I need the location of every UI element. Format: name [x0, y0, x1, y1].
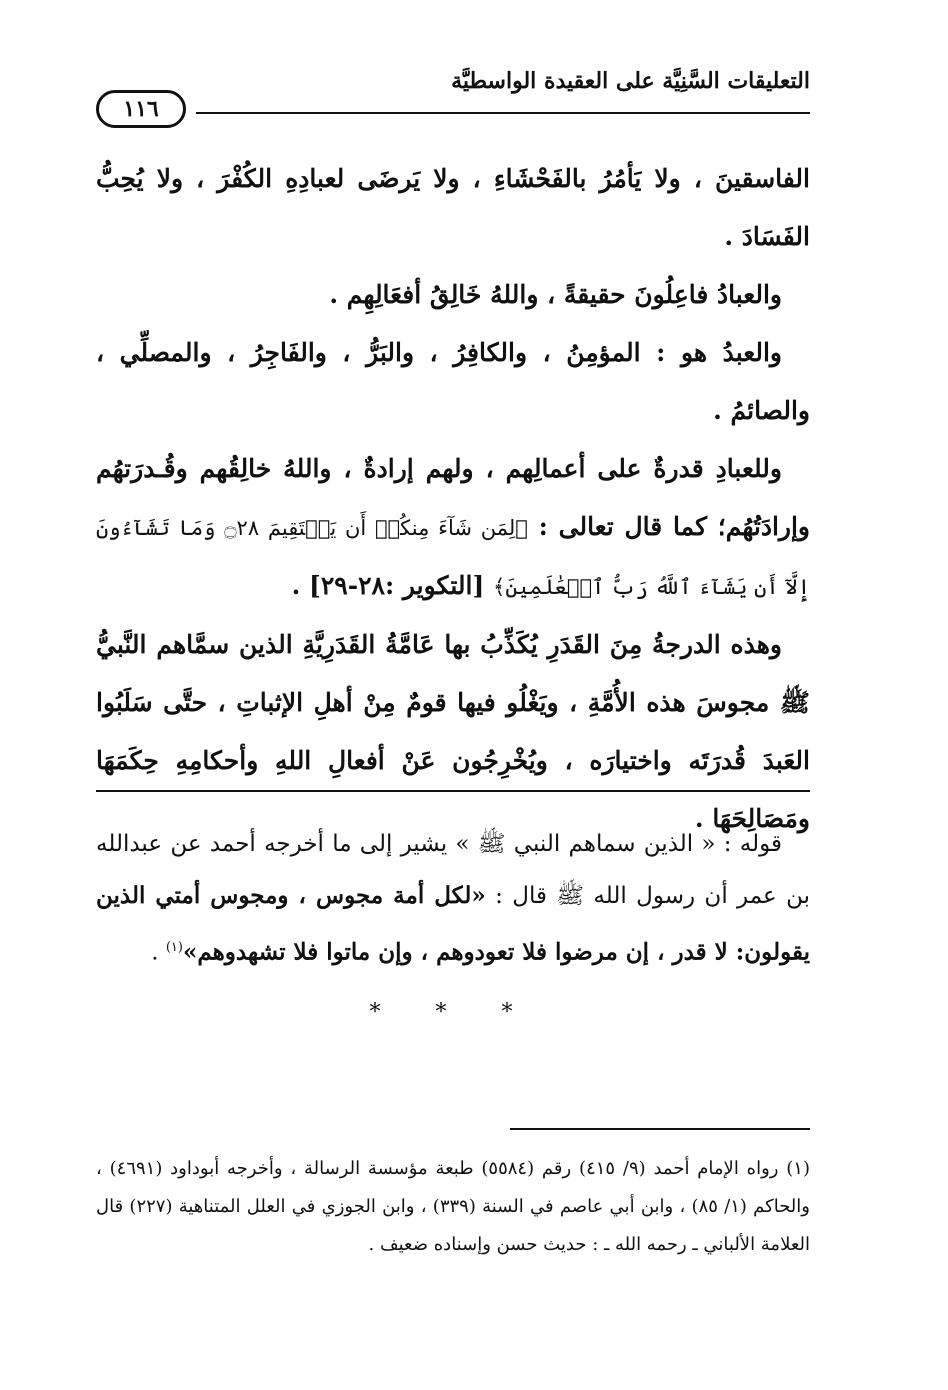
footnote-marker[interactable]: (١)	[165, 940, 183, 955]
paragraph-5: وهذه الدرجةُ مِنَ القَدَرِ يُكَذِّبُ بها عَامَّةُ القَدَرِيَّةِ الذين سمَّاهم النَّبيُّ ﷺ مجوسَ هذه الأُمَّةِ ، ويَغْلُو فيها قومٌ مِنْ أهلِ الإثباتِ ، حتَّى سَلَبُوا العَبدَ قُدرَتَه واختيارَه ، ويُخْرِجُون عَنْ أفعالِ اللهِ وأحكامِهِ حِكَمَهَا ومَصَالِحَهَا .	[96, 630, 810, 833]
section-divider	[96, 790, 810, 792]
commentary-paragraph	[96, 818, 810, 979]
paragraph-1: الفاسقينَ ، ولا يَأمُرُ بالفَحْشَاءِ ، ولا يَرضَى لعبادِهِ الكُفْرَ ، ولا يُحِبُّ الفَسَادَ .	[96, 164, 810, 251]
main-text	[96, 150, 810, 848]
commentary-text: قوله : « الذين سماهم النبي ﷺ » يشير إلى ما أخرجه أحمد عن عبدالله بن عمر أن رسول الله ﷺ قال :	[96, 831, 811, 909]
paragraph-2: والعبادُ فاعِلُونَ حقيقةً ، واللهُ خَالِقُ أفعَالِهِم .	[329, 280, 782, 309]
quran-verse: ﴿لِمَن شَآءَ مِنكُمۡ أَن يَسۡتَقِيمَ ۝٢٨ وَمَا تَشَآءُونَ إِلَّآ أَن يَشَآءَ ٱللَّهُ رَبُّ ٱلۡعَٰلَمِينَ﴾	[96, 516, 810, 599]
commentary-end: .	[151, 939, 166, 966]
page-number: ١١٦	[96, 90, 186, 128]
running-title: التعليقات السَّنِيَّة على العقيدة الواسطيَّة	[451, 68, 810, 94]
header-rule	[196, 112, 810, 114]
footnote-1: (١) رواه الإمام أحمد (٩/ ٤١٥) رقم (٥٥٨٤) طبعة مؤسسة الرسالة ، وأخرجه أبوداود (٤٦٩١) ، والحاكم (١/ ٨٥) ، وابن أبي عاصم في السنة (٣٣٩) ، وابن الجوزي في العلل المتناهية (٢٢٧) قال العلامة الألباني ـ رحمه الله ـ : حديث حسن وإسناده ضعيف .	[96, 1158, 810, 1255]
paragraph-3: والعبدُ هو : المؤمِنُ ، والكافِرُ ، والبَرُّ ، والفَاجِرُ ، والمصلِّي ، والصائمُ .	[96, 338, 810, 425]
commentary	[96, 818, 810, 979]
verse-reference: [التكوير :٢٨-٢٩] .	[291, 571, 485, 600]
footnotes	[96, 1150, 810, 1264]
paragraph-4-text: وللعبادِ قدرةٌ على أعمالِهم ، ولهم إرادةٌ ، واللهُ خالِقُهم وقُـدرَتهُم وإرادَتُهُم؛ كما قال تعالى :	[96, 454, 810, 541]
paragraph-4	[96, 440, 810, 616]
footnote-rule	[510, 1128, 810, 1130]
hadith-quote: «لكل أمة مجوس ، ومجوس أمتي الذين يقولون: لا قدر ، إن مرضوا فلا تعودوهم ، وإن ماتوا فلا تشهدوهم»	[96, 882, 810, 966]
page-header	[96, 68, 810, 124]
stars-separator: * * *	[369, 1000, 537, 1025]
